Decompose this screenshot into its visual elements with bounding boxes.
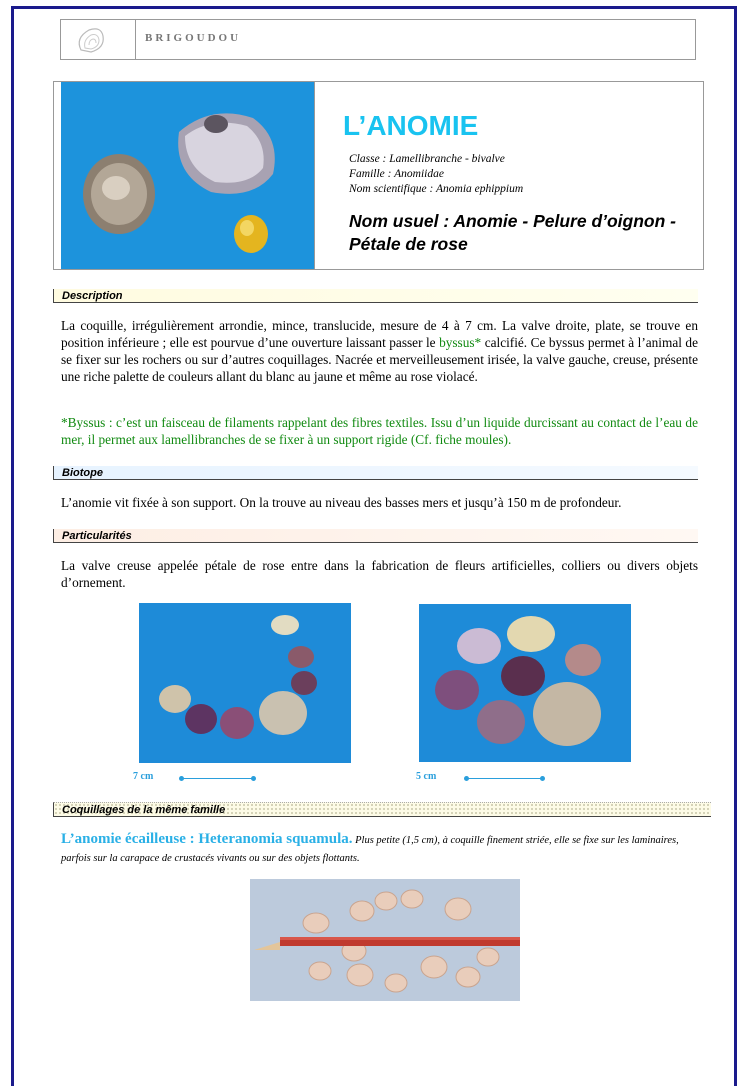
shells-arrangement-photo-left <box>139 603 351 763</box>
scale-bar-right-end <box>540 776 545 781</box>
class-line: Classe : Lamellibranche - bivalve <box>349 153 505 165</box>
classification <box>349 152 523 197</box>
section-heading-particularites: Particularités <box>53 529 698 543</box>
scale-label-right: 5 cm <box>416 771 437 782</box>
byssus-term: byssus* <box>439 335 482 350</box>
family-subtitle: L’anomie écailleuse : Heteranomia squamula. <box>61 831 353 847</box>
family-desc: Plus petite (1,5 cm), à coquille finement striée, elle se fixe sur les laminaires, parfois sur la carapace de crustacés vivants ou sur des objets flottants. <box>61 835 679 864</box>
family-line: Famille : Anomiidae <box>349 168 444 180</box>
shells-arrangement-photo-right <box>419 604 631 762</box>
heteranomia-shells-photo <box>250 879 520 1001</box>
section-heading-family: Coquillages de la même famille <box>53 802 711 817</box>
scale-bar-left <box>182 778 254 779</box>
shell-logo-icon <box>61 20 136 59</box>
scale-bar-right-start <box>464 776 469 781</box>
section-heading-description: Description <box>53 289 698 303</box>
brand-name: BRIGOUDOU <box>145 32 242 44</box>
family-description <box>61 831 711 867</box>
scale-bar-right <box>467 778 543 779</box>
top-banner <box>60 19 696 60</box>
scientific-name-line: Nom scientifique : Anomia ephippium <box>349 183 524 195</box>
scale-bar-left-start <box>179 776 184 781</box>
description-text: La coquille, irrégulièrement arrondie, mince, translucide, mesure de 4 à 7 cm. La valve droite, plate, se trouve en position inférieure ; elle est pourvue d’une ouverture laissant passer le byssus* calcifié. Ce byssus permet à l’animal de se fixer sur les rochers ou sur d’autres coquillages. Nacrée et merveilleusement irisée, la valve gauche, creuse, présente une riche palette de couleurs allant du blanc au jaune et même au rose violacé. <box>61 318 698 384</box>
particularites-text: La valve creuse appelée pétale de rose entre dans la fabrication de fleurs artificielles, colliers ou divers objets d’ornement. <box>61 558 698 590</box>
scale-label-left: 7 cm <box>133 771 154 782</box>
section-heading-biotope: Biotope <box>53 466 698 480</box>
usual-name: Nom usuel : Anomie - Pelure d’oignon - Pétale de rose <box>349 211 676 254</box>
scale-bar-left-end <box>251 776 256 781</box>
biotope-text: L’anomie vit fixée à son support. On la trouve au niveau des basses mers et jusqu’à 150 m de profondeur. <box>61 495 622 510</box>
page-title: L’ANOMIE <box>343 110 479 141</box>
byssus-note: *Byssus : c’est un faisceau de filaments rappelant des fibres textiles. Issu d’un liquide durcissant au contact de l’eau de mer, il permet aux lamellibranches de se fixer à un support rigide (Cf. fiche moules). <box>61 415 698 447</box>
anomie-shells-photo <box>61 82 315 269</box>
